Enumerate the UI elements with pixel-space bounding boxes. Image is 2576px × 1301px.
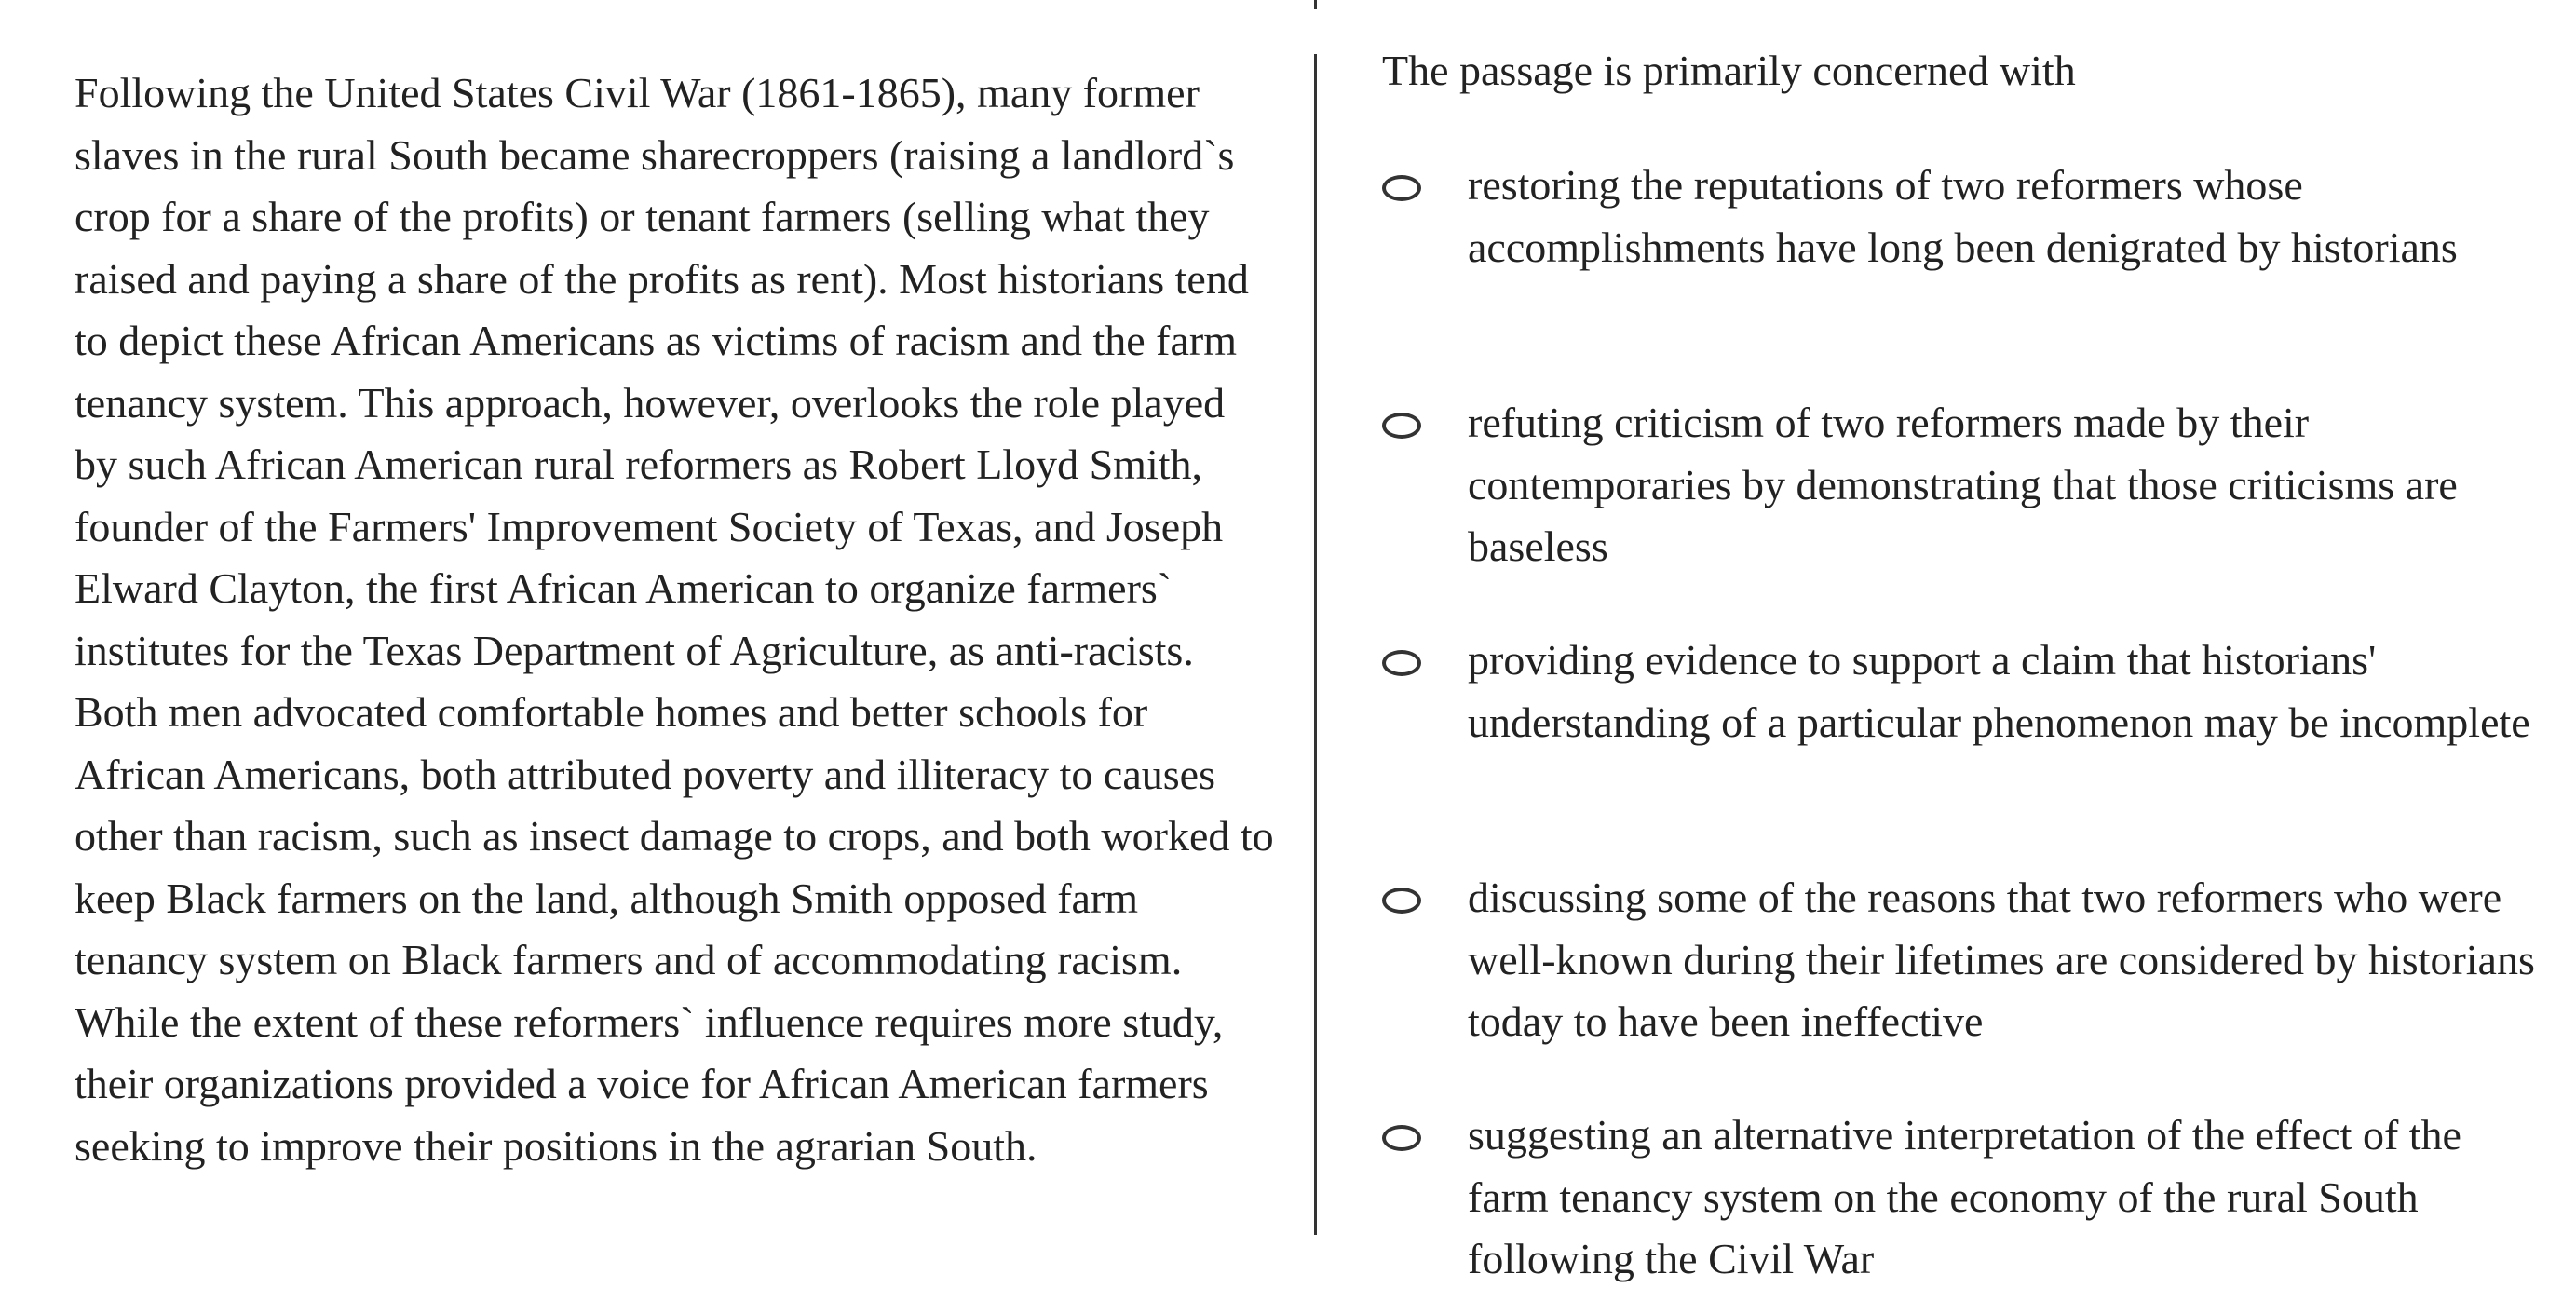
- answer-option-label: suggesting an alternative interpretation of the effect of the farm tenancy system on the economy of the rural South following the Civil War: [1468, 1111, 2461, 1282]
- answer-option-label: restoring the reputations of two reformers whose accomplishments have long been denigrated by historians: [1468, 161, 2458, 271]
- radio-button-icon[interactable]: [1382, 175, 1421, 201]
- passage-text: Following the United States Civil War (1861-1865), many former slaves in the rural South became sharecroppers (raising a landlord`s crop for a share of the profits) or tenant farmers (selling what they raised and paying a share of the profits as rent). Most historians tend to depict these African Americans as victims of racism and the farm tenancy system. This approach, however, overlooks the role played by such African American rural reformers as Robert Lloyd Smith, founder of the Farmers' Improvement Society of Texas, and Joseph Elward Clayton, the first African American to organize farmers` institutes for the Texas Department of Agriculture, as anti-racists. Both men advocated comfortable homes and better schools for African Americans, both attributed poverty and illiteracy to causes other than racism, such as insect damage to crops, and both worked to keep Black farmers on the land, although Smith opposed farm tenancy system on Black farmers and of accommodating racism. While the extent of these reformers` influence requires more study, their organizations provided a voice for African American farmers seeking to improve their positions in the agrarian South.: [75, 69, 1274, 1170]
- radio-button-icon[interactable]: [1382, 413, 1421, 439]
- question-prompt: The passage is primarily concerned with: [1382, 47, 2076, 94]
- divider-tick: [1314, 0, 1317, 9]
- radio-button-icon[interactable]: [1382, 650, 1421, 676]
- pane-divider[interactable]: [1314, 54, 1317, 1235]
- radio-button-icon[interactable]: [1382, 1125, 1421, 1151]
- answer-option-label: providing evidence to support a claim that historians' understanding of a particular phenomenon may be incomplete: [1468, 636, 2530, 746]
- answer-option-label: refuting criticism of two reformers made by their contemporaries by demonstrating that those criticisms are baseless: [1468, 399, 2458, 570]
- radio-button-icon[interactable]: [1382, 888, 1421, 914]
- answer-option-label: discussing some of the reasons that two reformers who were well-known during their lifetimes are considered by historians today to have been ineffective: [1468, 874, 2535, 1045]
